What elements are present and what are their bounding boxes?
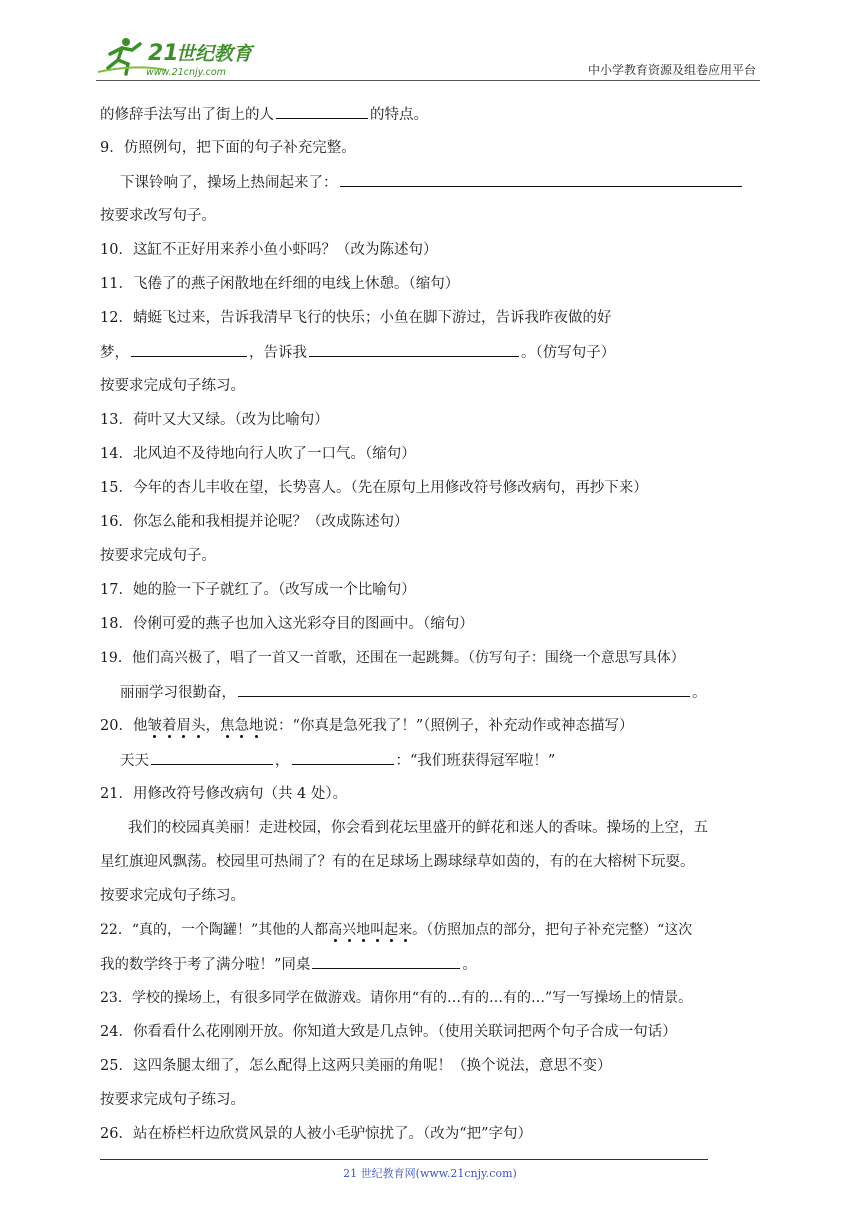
question-22-continued: 我的数学终于考了满分啦！”同桌 。 — [100, 954, 477, 975]
question-18: 18．伶俐可爱的燕子也加入这光彩夺目的图画中。（缩句） — [100, 616, 474, 632]
answer-blank[interactable] — [151, 750, 273, 765]
page-header — [96, 30, 760, 82]
question-21-passage: 星红旗迎风飘荡。校园里可热闹了？有的在足球场上踢球绿草如茵的，有的在大榕树下玩耍。 — [100, 854, 695, 870]
site-logo — [96, 34, 266, 78]
question-23: 23．学校的操场上，有很多同学在做游戏。请你用“有的…有的…有的…”写一写操场上的情景。 — [100, 990, 693, 1006]
answer-blank[interactable] — [292, 750, 394, 765]
section-heading: 按要求完成句子。 — [100, 548, 216, 564]
question-9-prompt: 下课铃响了，操场上热闹起来了： — [120, 172, 744, 193]
text-line: 的修辞手法写出了街上的人 的特点。 — [100, 104, 428, 125]
question-19: 19．他们高兴极了，唱了一首又一首歌，还围在一起跳舞。（仿写句子：围绕一个意思写具体） — [100, 650, 685, 666]
question-12: 12．蜻蜓飞过来，告诉我清早飞行的快乐；小鱼在脚下游过，告诉我昨夜做的好 — [100, 310, 612, 326]
svg-text:www.21cnjy.com: www.21cnjy.com — [146, 67, 226, 78]
section-heading: 按要求完成句子练习。 — [100, 888, 245, 904]
header-divider — [96, 80, 760, 81]
question-20: 20．他皱着眉头，焦急地说：“你真是急死我了！”（照例子，补充动作或神态描写） — [100, 718, 634, 734]
question-24: 24．你看看什么花刚刚开放。你知道大致是几点钟。（使用关联词把两个句子合成一句话） — [100, 1024, 677, 1040]
question-22: 22．“真的，一个陶罐！”其他的人都高兴地叫起来。（仿照加点的部分，把句子补充完整）“这次 — [100, 922, 693, 938]
svg-text:世纪教育: 世纪教育 — [176, 43, 253, 65]
section-heading: 按要求改写句子。 — [100, 208, 216, 224]
emphasis-dots: 高兴地叫起来 — [328, 922, 413, 938]
question-21: 21．用修改符号修改病句（共 4 处）。 — [100, 786, 348, 802]
question-12-continued: 梦， ，告诉我 。（仿写句子） — [100, 342, 615, 363]
question-11: 11．飞倦了的燕子闲散地在纤细的电线上休憩。（缩句） — [100, 276, 460, 292]
question-19-prompt: 丽丽学习很勤奋， 。 — [120, 682, 707, 703]
answer-blank[interactable] — [312, 954, 460, 969]
answer-blank[interactable] — [238, 682, 690, 697]
platform-tagline: 中小学教育资源及组卷应用平台 — [587, 63, 756, 77]
answer-blank[interactable] — [340, 172, 742, 187]
footer-link[interactable]: 21 世纪教育网(www.21cnjy.com) — [343, 1167, 517, 1180]
question-14: 14．北风迫不及待地向行人吹了一口气。（缩句） — [100, 446, 416, 462]
question-17: 17．她的脸一下子就红了。（改写成一个比喻句） — [100, 582, 416, 598]
answer-blank[interactable] — [309, 342, 519, 357]
question-20-prompt: 天天 ， ：“我们班获得冠军啦！” — [120, 750, 555, 771]
footer-divider — [100, 1159, 708, 1160]
section-heading: 按要求完成句子练习。 — [100, 1092, 245, 1108]
question-16: 16．你怎么能和我相提并论呢？（改成陈述句） — [100, 514, 409, 530]
svg-text:21: 21 — [148, 41, 179, 66]
question-10: 10．这缸不正好用来养小鱼小虾吗？（改为陈述句） — [100, 242, 438, 258]
answer-blank[interactable] — [131, 342, 247, 357]
question-21-passage: 我们的校园真美丽！走进校园，你会看到花坛里盛开的鲜花和迷人的香味。操场的上空，五 — [128, 820, 708, 836]
question-25: 25．这四条腿太细了，怎么配得上这两只美丽的角呢！（换个说法，意思不变） — [100, 1058, 612, 1074]
emphasis-dots: 皱着眉头 — [147, 718, 206, 734]
question-9: 9．仿照例句，把下面的句子补充完整。 — [100, 140, 356, 156]
question-15: 15．今年的杏儿丰收在望，长势喜人。（先在原句上用修改符号修改病句，再抄下来） — [100, 480, 648, 496]
section-heading: 按要求完成句子练习。 — [100, 378, 245, 394]
emphasis-dots: 焦急地 — [219, 718, 264, 734]
answer-blank[interactable] — [276, 104, 368, 119]
question-26: 26．站在桥栏杆边欣赏风景的人被小毛驴惊扰了。（改为“把”字句） — [100, 1126, 533, 1142]
question-13: 13．荷叶又大又绿。（改为比喻句） — [100, 412, 329, 428]
